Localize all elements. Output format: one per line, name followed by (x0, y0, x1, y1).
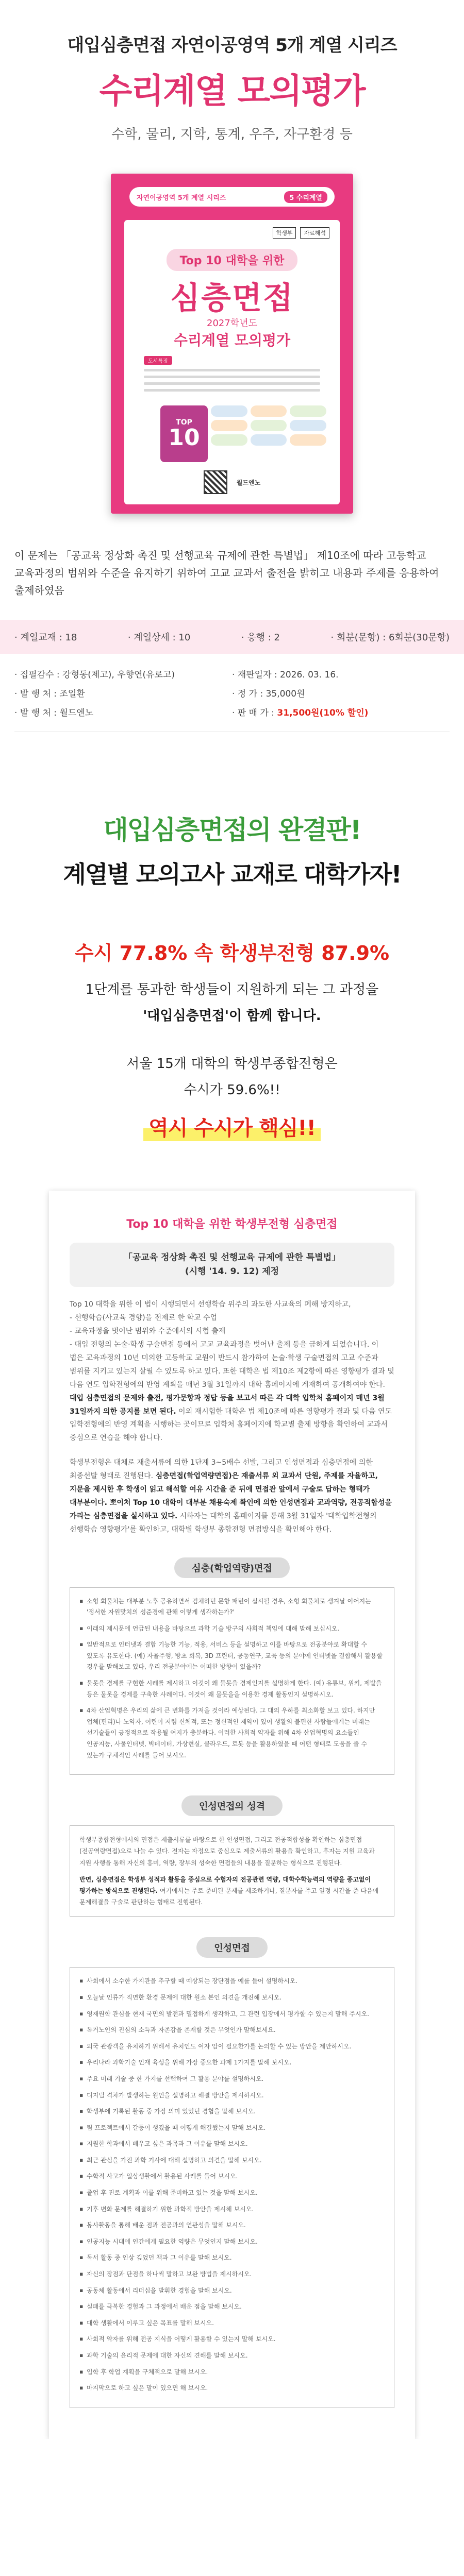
section-header (70, 1937, 394, 1958)
question-item: ▪ 디지털 격차가 발생하는 원인을 설명하고 해결 방안을 제시하시오. (79, 2090, 385, 2102)
question-item: ▪ 사회에서 소수한 가지관을 추구할 때 예상되는 장단점을 예를 들어 설명하시오. (79, 1976, 385, 1987)
info-price: · 정 가 : 35,000원 (232, 689, 305, 699)
section-title: 심층(학업역량)면접 (174, 1557, 290, 1578)
doc-text: 시하자는 대학의 홈페이지를 통해 3월 31일자 '대학입학전형의 선행학습 영향평가'를 확인하고, 대학별 학생부 종합전형 면접방식을 확인해야 한다. (70, 1512, 377, 1534)
promo-subheadline: 계열별 모의고사 교재로 대학가자! (63, 860, 401, 888)
cover-chips (211, 405, 326, 446)
series-title: 대입심층면접 자연이공영역 5개 계열 시리즈 (67, 35, 397, 56)
law-line: (시행 '14. 9. 12) 제정 (185, 1266, 279, 1277)
logo-top-text: TOP (176, 418, 192, 427)
section-header (70, 1795, 394, 1816)
section-box (70, 1825, 394, 1917)
cover-feature-line (144, 369, 320, 371)
cover-chip (211, 434, 247, 446)
intro-text: 이 문제는 「공교육 정상화 촉진 및 선행교육 규제에 관한 특별법」 제10조에 따라 고등학교 교육과정의 범위와 수준을 유지하기 위하여 고교 교과서 출전을 밝히고 내용과 주제를 응용하여 출제하였음 (14, 549, 439, 597)
box-text: 여기에서는 주로 준비된 문제를 제조하거나, 질문자를 주고 일정 시간을 준 다음에 문제해결을 구술로 판단하는 형태로 진행된다. (79, 1887, 379, 1906)
section-header (70, 1557, 394, 1578)
info-sale (232, 705, 450, 718)
law-box (70, 1243, 394, 1287)
cover-strip-badge: 5 수리계열 (284, 191, 327, 203)
question-item: ▪ 사회적 약자를 위해 전공 지식을 어떻게 활용할 수 있는지 말해 보시오. (79, 2334, 385, 2345)
cover-chip (251, 434, 287, 446)
cover-chip (290, 420, 326, 431)
question-item: ▪ 수학적 사고가 일상생활에서 활용된 사례를 들어 보시오. (79, 2171, 385, 2182)
meta-item: · 응행 : 2 (241, 632, 280, 643)
cover-chip (211, 405, 247, 417)
box-text-bold: 반면, 심층면접은 학생부 성적과 활동을 중심으로 수험자의 전공관련 역량, 대학수학능력의 역량을 종고없이 평가하는 방식으로 진행된다. (79, 1875, 371, 1894)
question-item: ▪ 인공지능 시대에 인간에게 필요한 역량은 무엇인지 말해 보시오. (79, 2236, 385, 2248)
promo-desc: 1단계를 통과한 학생들이 지원하게 되는 그 과정을 (85, 982, 379, 997)
info-sale-label: · 판 매 가 : (232, 708, 277, 718)
sample-document (49, 1191, 415, 2439)
cover-feature-line (144, 376, 320, 378)
question-item: ▪ 졸업 후 진로 계획과 이를 위해 준비하고 있는 것을 말해 보시오. (79, 2188, 385, 2199)
box-paragraph: 학생부종합전형에서의 면접은 제출서류를 바탕으로 한 인성면접, 그리고 전공적합성을 확인하는 심층면접(전공역량면접)으로 나눌 수 있다. 전자는 자정으로 중심으로 제출서류의 활용을 확인하고, 후자는 지원 교육과 지원 사행을 통해 자신의 흥미, 역량, 장부의 성숙한 면접들의 내용을 질문하는 형식으로 진행된다. (79, 1836, 375, 1867)
cover-feature-line (144, 382, 320, 385)
meta-item: · 회분(문항) : 6회분(30문항) (330, 632, 450, 643)
promo-desc: 서울 15개 대학의 학생부종합전형은 (126, 1056, 338, 1072)
meta-bar (0, 620, 464, 654)
cover-wrap (0, 174, 464, 514)
promo-headline: 대입심층면접의 완결판! (103, 815, 361, 845)
doc-text: - 선행학습(사교육 경향)을 전제로 한 학교 수업 - 교육과정을 벗어난 범위와 수준에서의 시험 출제 (70, 1314, 226, 1336)
promo-emphasis: 역시 수시가 핵심!! (143, 1112, 321, 1141)
question-item: ▪ 소형 회물처는 대부분 노후 공유하면서 검체하던 문항 패턴이 실시될 경우, 소형 회물처로 생겨날 이어지는 '정서한 자원맞치의 성준경에 관해 이렇게 생각하는가?' (79, 1596, 385, 1618)
question-item: ▪ 팀 프로젝트에서 갈등이 생겼을 때 어떻게 해결했는지 말해 보시오. (79, 2123, 385, 2134)
question-item: ▪ 이래의 제시문에 언급된 내용을 바탕으로 과학 기술 방구의 사회적 책임에 대해 말해 보십시오. (79, 1623, 385, 1635)
meta-item: · 계열교재 : 18 (14, 632, 77, 643)
question-item: ▪ 봉사활동을 통해 배운 점과 전공과의 연관성을 말해 보시오. (79, 2220, 385, 2231)
question-item: ▪ 지원한 학과에서 배우고 싶은 과목과 그 이유를 말해 보시오. (79, 2139, 385, 2150)
cover-bottom (124, 470, 340, 494)
cover-chip (290, 434, 326, 446)
question-item: ▪ 자신의 장점과 단점을 하나씩 말하고 보완 방법을 제시하시오. (79, 2269, 385, 2280)
cover-strip-text: 자연이공영역 5개 계열 시리즈 (137, 194, 226, 202)
cover-main-title: 심층면접 (170, 280, 294, 316)
header (0, 0, 464, 143)
question-item: ▪ 오늘날 인류가 직면한 환경 문제에 대한 원소 본인 의견을 개진해 보시오. (79, 1992, 385, 2004)
question-item: ▪ 기후 변화 문제를 해결하기 위한 과학적 방안을 제시해 보시오. (79, 2204, 385, 2215)
promo-desc: 수시가 59.6%!! (184, 1082, 280, 1098)
info-author: · 집필감수 : 강형동(제고), 우향연(유로고) (14, 670, 175, 680)
question-item: ▪ 외국 관광객을 유치하기 위해서 유치인도 여자 암이 필요한가를 논의할 수 있는 방안을 제안하시오. (79, 2041, 385, 2053)
doc-paragraph (70, 1456, 394, 1536)
doc-text-bold: 대입 심층면접의 문제와 출전, 평가문항과 정답 등을 보고서 따른 각 대학 입학처 홈페이지 매년 3월 31일까지 의한 공지를 보면 된다. (70, 1394, 385, 1416)
promo-desc: '대입심층면접'이 함께 합니다. (143, 1008, 321, 1024)
cover-feature-line (144, 389, 320, 392)
doc-title: Top 10 대학을 위한 학생부전형 심층면접 (126, 1218, 338, 1231)
question-item: ▪ 영재원학 관심을 현재 국민의 발전과 밀접하게 생각하고, 그 관련 입장에서 평가할 수 있는지 말해 주시오. (79, 2009, 385, 2020)
question-item: ▪ 독서 활동 중 인상 깊었던 책과 그 이유를 말해 보시오. (79, 2252, 385, 2264)
doc-text: 이외 재시험한 대학은 법 제10조에 따른 영향평가 결과 및 다음 연도 입학전형에의 반영 계획을 시행하는 곳이므로 입학처 홈페이지에 학교별 출제 방향을 확인하여 교과서 중심으로 연습을 해야 합니다. (70, 1407, 392, 1443)
question-list (79, 1596, 385, 1761)
book-cover (111, 174, 353, 514)
cover-year: 2027학년도 (207, 318, 257, 329)
question-item: ▪ 학생부에 기록된 활동 중 가장 의미 있었던 경험을 말해 보시오. (79, 2106, 385, 2117)
question-item: ▪ 일반적으로 인터넷과 결합 기능한 기능, 적용, 서비스 등을 설명하고 이를 바탕으로 전공분야로 확대할 수 있도록 유도한다. (예) 자율주행, 방초 회복, 3D 프린터, 공동연구, 교육 등의 분야에 인터넷을 결합해서 활용할 경우를 말해보고 있다, 우리 전공분야에는 어떠한 방향이 있을까? (79, 1639, 385, 1673)
cover-tags (273, 227, 329, 239)
logo-number: 10 (168, 425, 200, 451)
question-item: ▪ 공동체 활동에서 리더십을 발휘한 경험을 말해 보시오. (79, 2285, 385, 2297)
section-title: 인성면접 (196, 1937, 268, 1958)
cover-chip (211, 420, 247, 431)
cover-top10 (124, 249, 340, 271)
question-list (79, 1976, 385, 2394)
question-item: ▪ 물못을 경제를 구현한 시례를 제시하고 이것이 왜 물못을 경제인지를 설명하게 한다. (예) 유튜브, 위키, 제발을 등은 물못을 경제를 구축한 사례이다. 이것이 왜 물못을을 이용한 경제 활동인지 설명하시오. (79, 1678, 385, 1700)
question-item: ▪ 입학 후 학업 계획을 구체적으로 말해 보시오. (79, 2367, 385, 2378)
cover-chip (251, 420, 287, 431)
section-box (70, 1587, 394, 1775)
qr-code-icon (204, 470, 227, 494)
section-box (70, 1967, 394, 2408)
promo-stat: 수시 77.8% 속 학생부전형 87.9% (74, 942, 390, 964)
doc-text: Top 10 대학을 위한 이 법이 시행되면서 선행학습 위주의 과도한 사교육의 폐해 방지하고, (70, 1300, 351, 1309)
book-info (14, 667, 450, 732)
cover-card (124, 220, 340, 504)
cover-feature-label: 도서특징 (144, 356, 172, 365)
question-item: ▪ 과학 기술의 윤리적 문제에 대한 자신의 견해를 말해 보시오. (79, 2350, 385, 2362)
cover-tag: 자료해석 (300, 227, 329, 239)
cover-publisher: 월드엔노 (236, 479, 261, 486)
doc-paragraph (70, 1298, 394, 1445)
question-item: ▪ 마지막으로 하고 싶은 말이 있으면 해 보시오. (79, 2383, 385, 2394)
question-item: ▪ 대학 생활에서 이루고 싶은 목표를 말해 보시오. (79, 2318, 385, 2329)
info-publisher: · 발 행 처 : 월드엔노 (14, 708, 94, 718)
subjects-line: 수학, 물리, 지학, 통계, 우주, 자구환경 등 (111, 127, 353, 142)
question-item: ▪ 우리나라 과학기술 인재 육성을 위해 가장 중요한 과제 1가지를 말해 보시오. (79, 2057, 385, 2069)
info-sale-value: 31,500원(10% 할인) (277, 708, 369, 718)
question-item: ▪ 4차 산업혁명은 우리의 삶에 큰 변화를 가져올 것이라 예상된다. 그 대의 우하를 최소화할 보고 있다. 하지만 업체(편리)나 노약자, 어린이 저렴 신체적, 또는 정신적인 제약이 있어 생활의 불편한 사람들에게는 미래는 선기술들이 긍정적으로 작용될 여지가 충분하다. 이러한 사회적 약자를 위해 4차 산업혁명의 요소들인 인공지능, 사물인터넷, 빅데이터, 가상현실, 클라우드, 로봇 등을 활용하였을 때 어떤 형태로 도움을 줄 수 있는가 구체적인 사례를 들어 보시오. (79, 1705, 385, 1761)
question-item: ▪ 독거노인의 진심의 소득과 자존감을 존재할 것은 무엇인가 말해보세요. (79, 2025, 385, 2036)
box-paragraph (79, 1874, 385, 1908)
doc-text-bold: 심층면접(학업역량면접)은 재출서류 외 교과서 단원, 주제를 자율하고, 지문을 제시한 후 학생이 읽고 해석할 여유 시간을 준 뒤에 면접관 앞에서 구술로 답하는 형태가 대부분이다. 뽀이처 Top 10 대학이 대부분 채용숙제 확인에 의한 인성면접과 교과역량, 전공적합성을 가리는 심층면접을 실시하고 있다. (70, 1472, 392, 1520)
promo-section (0, 732, 464, 1141)
doc-text: - 대입 전형의 논술·학생 구술면접 등에서 고교 교육과정을 벗어난 출제 등을 금하게 되었습니다. 이 법은 교육과정의 10년 미의한 고등학교 교원이 반드시 참가하여 논술·학생 구술면접의 고교 수준과 범위를 지키고 있는지 살필 수 있도록 하고 있다. 또한 대학은 법 제10조 제2항에 따른 영향평가 결과 및 다음 연도 입학전형에의 반영 계획을 매년 3월 31일까지 대학 홈페이지에 게재하여 공개하여야 한다. (70, 1341, 394, 1389)
question-item: ▪ 최근 관심을 가진 과학 기사에 대해 설명하고 의견을 말해 보시오. (79, 2155, 385, 2166)
cover-subtitle: 수리계열 모의평가 (173, 332, 291, 349)
cover-top10-logo (160, 405, 208, 462)
cover-chip (251, 405, 287, 417)
cover-strip (129, 187, 335, 207)
cover-tag: 학생부 (273, 227, 296, 239)
question-item: ▪ 실패를 극복한 경험과 그 과정에서 배운 점을 말해 보시오. (79, 2301, 385, 2313)
info-editor: · 발 행 처 : 조일환 (14, 689, 85, 699)
cover-top10-label: Top 10 대학을 위한 (167, 249, 298, 271)
law-line: 「공교육 정상화 촉진 및 선행교육 규제에 관한 특별법」 (123, 1252, 341, 1263)
cover-features (144, 355, 320, 392)
doc-text: 학생부전형은 대체로 재출서류에 의한 1단계 3~5배수 선발, 그리고 인성면접과 심층면접에 의한 최종선발 형태로 진행된다. (70, 1459, 373, 1481)
meta-item: · 계열상세 : 10 (127, 632, 191, 643)
question-item: ▪ 주요 미래 기술 중 한 가지를 선택하여 그 활용 분야를 설명하시오. (79, 2074, 385, 2085)
page-title: 수리계열 모의평가 (99, 71, 365, 111)
cover-chip (290, 405, 326, 417)
info-pub-date: · 재판일자 : 2026. 03. 16. (232, 670, 339, 680)
section-title: 인성면접의 성격 (181, 1795, 283, 1816)
